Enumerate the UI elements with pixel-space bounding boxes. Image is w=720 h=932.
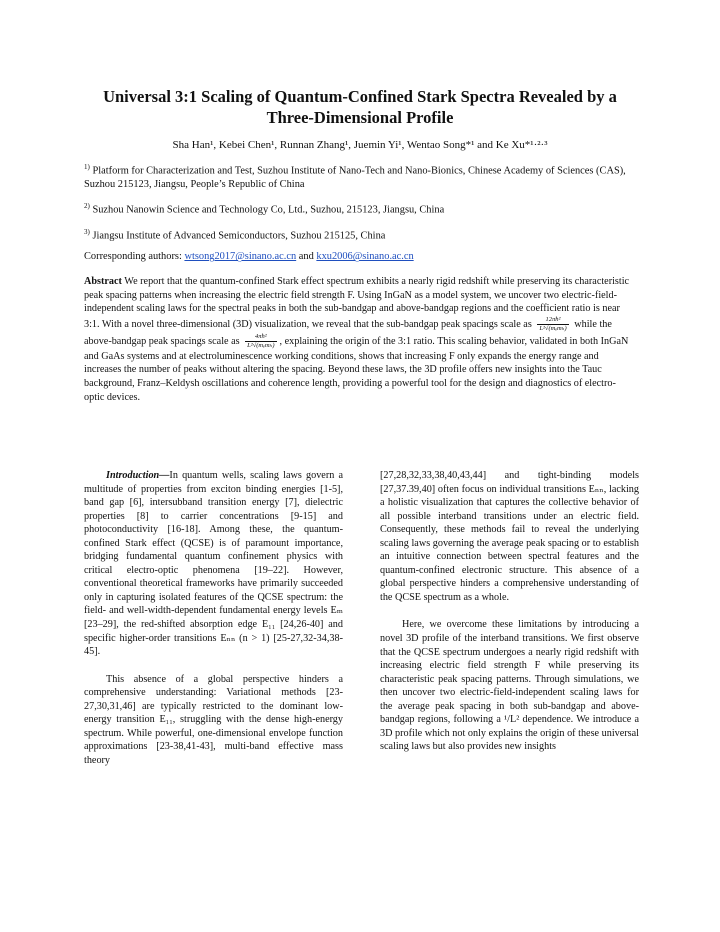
paragraph-text: Here, we overcome these limitations by introducing a novel 3D profile of the interband transitions. We first observe that the QCSE spectrum undergoes a nearly rigid redshift with increasing electric field strength F while preserving its characteristic peak spacing patterns. Through simulations, we then uncover two electric-field-independent scaling laws for the average peak spacing in both sub-bandgap and above-bandgap regions, following a ¹/L² dependence. We introduce a 3D profile which not only explains the origin of these universal scaling laws but also provides new insights bbox=[380, 619, 639, 753]
email-link-song[interactable]: wtsong2017@sinano.ac.cn bbox=[184, 251, 297, 263]
affiliation-3 bbox=[84, 225, 640, 243]
formula-denominator: L²√(mₑmₕ) bbox=[539, 324, 567, 332]
corresponding-authors bbox=[84, 250, 640, 264]
formula-denominator: L²√(mₑmₕ) bbox=[247, 341, 275, 349]
affiliation-mark: 2) bbox=[84, 202, 90, 211]
abstract-heading: Abstract bbox=[84, 276, 122, 287]
paragraph-text: This absence of a global perspective hinders a comprehensive understanding: Variational methods [23-27,30,31,46] are typically restricted to the dominant low-energy transition E₁₁, struggling with the dense high-energy spectrum. While powerful, one-dimensional envelope function approximations [23-38,41-43], multi-band effective mass theory bbox=[84, 673, 343, 766]
paper-title: Universal 3:1 Scaling of Quantum-Confined Stark Spectra Revealed by a Three-Dimensional Profile bbox=[103, 87, 617, 127]
paragraph-text: [27,28,32,33,38,40,43,44] and tight-binding models [27,37.39,40] often focus on individual transitions Eₙₙ, lacking a holistic visualization that captures the collective behavior of all possible interband transitions under an electric field. Consequently, these methods fail to reveal the underlying scaling laws governing the average peak spacing or to establish an intuitive connection between spectral features and the quantum-confined electronic structure. This absence of a global perspective hinders a comprehensive understanding of the QCSE spectrum as a whole. bbox=[380, 470, 639, 603]
intro-paragraph-3 bbox=[380, 618, 639, 753]
body-column-right bbox=[380, 469, 639, 754]
paragraph-text: In quantum wells, scaling laws govern a multitude of properties from exciton binding energies [1-5], band gap [6], intersubband transition energy [7], dielectric properties [8] to carrier concentrations [9-15] and photoconductivity [16-18]. Among these, the quantum-confined Stark effect (QCSE) is of paramount importance, bridging fundamental quantum confinement physics with critical electro-optic phenomena [19–22]. However, conventional theoretical frameworks have primarily succeeded only in capturing isolated features of the QCSE spectrum: the field- and well-width-dependent fundamental energy levels Eₘ [23–29], the red-shifted absorption edge E₁₁ [24,26-40] and specific higher-order transitions Eₙₙ (n > 1) [25-27,32-34,38-45]. bbox=[84, 470, 343, 658]
email-link-xu[interactable]: kxu2006@sinano.ac.cn bbox=[316, 251, 414, 263]
affiliation-text: Suzhou Nanowin Science and Technology Co, Ltd., Suzhou, 215123, Jiangsu, China bbox=[92, 204, 445, 216]
body-column-left bbox=[84, 469, 343, 767]
affiliation-mark: 1) bbox=[84, 163, 90, 171]
affiliation-2 bbox=[84, 199, 640, 217]
abstract bbox=[84, 275, 636, 404]
formula-subbandgap-spacing bbox=[537, 316, 568, 333]
formula-numerator: 12πħ² bbox=[537, 316, 568, 325]
section-heading-introduction: Introduction— bbox=[106, 470, 170, 481]
affiliation-text: Jiangsu Institute of Advanced Semiconductors, Suzhou 215125, China bbox=[92, 230, 386, 242]
corresponding-label: Corresponding authors: bbox=[84, 251, 185, 263]
affiliations bbox=[84, 160, 640, 264]
affiliation-mark: 3) bbox=[84, 227, 90, 236]
author-list: Sha Han¹, Kebei Chen¹, Runnan Zhang¹, Juemin Yi¹, Wentao Song*¹ and Ke Xu*¹·²·³ bbox=[172, 139, 548, 151]
intro-paragraph-1 bbox=[84, 469, 343, 659]
affiliation-text: Platform for Characterization and Test, Suzhou Institute of Nano-Tech and Nano-Bionics, Chinese Academy of Sciences (CAS), Suzhou 215123, Jiangsu, People’s Republic of China bbox=[84, 165, 626, 191]
affiliation-1 bbox=[84, 160, 640, 192]
formula-abovebandgap-spacing bbox=[245, 333, 276, 350]
abstract-text-1: We report that the quantum-confined Stark effect spectrum exhibits a nearly rigid redshift while preserving its characteristic peak spacing patterns when increasing the electric field strength F. Using InGaN as a model system, we uncover two electric-field-independent scaling laws for the spectral peaks in both the sub-bandgap and above-bandgap regions and the coefficient ratio is near 3:1. With a novel three-dimensional (3D) visualization, we reveal that the sub-bandgap peak spacings scale as bbox=[84, 276, 630, 330]
corresponding-and: and bbox=[296, 251, 317, 263]
formula-numerator: 4πħ² bbox=[245, 333, 276, 342]
intro-paragraph-2-continued bbox=[380, 469, 639, 604]
abstract-text-2: while the above-bandgap peak spacings scale as bbox=[84, 318, 612, 347]
intro-paragraph-2 bbox=[84, 673, 343, 768]
abstract-text-3: , explaining the origin of the 3:1 ratio. This scaling behavior, validated in both InGaN and GaAs systems and at electroluminescence working conditions, shows that increasing F only expands the energy range and increases the number of peaks without altering the spacing. Beyond these laws, the 3D profile offers new insights into the Tauc background, Franz–Keldysh oscillations and coherence length, providing a powerful tool for the design and diagnostics of electro-optic devices. bbox=[84, 335, 629, 403]
